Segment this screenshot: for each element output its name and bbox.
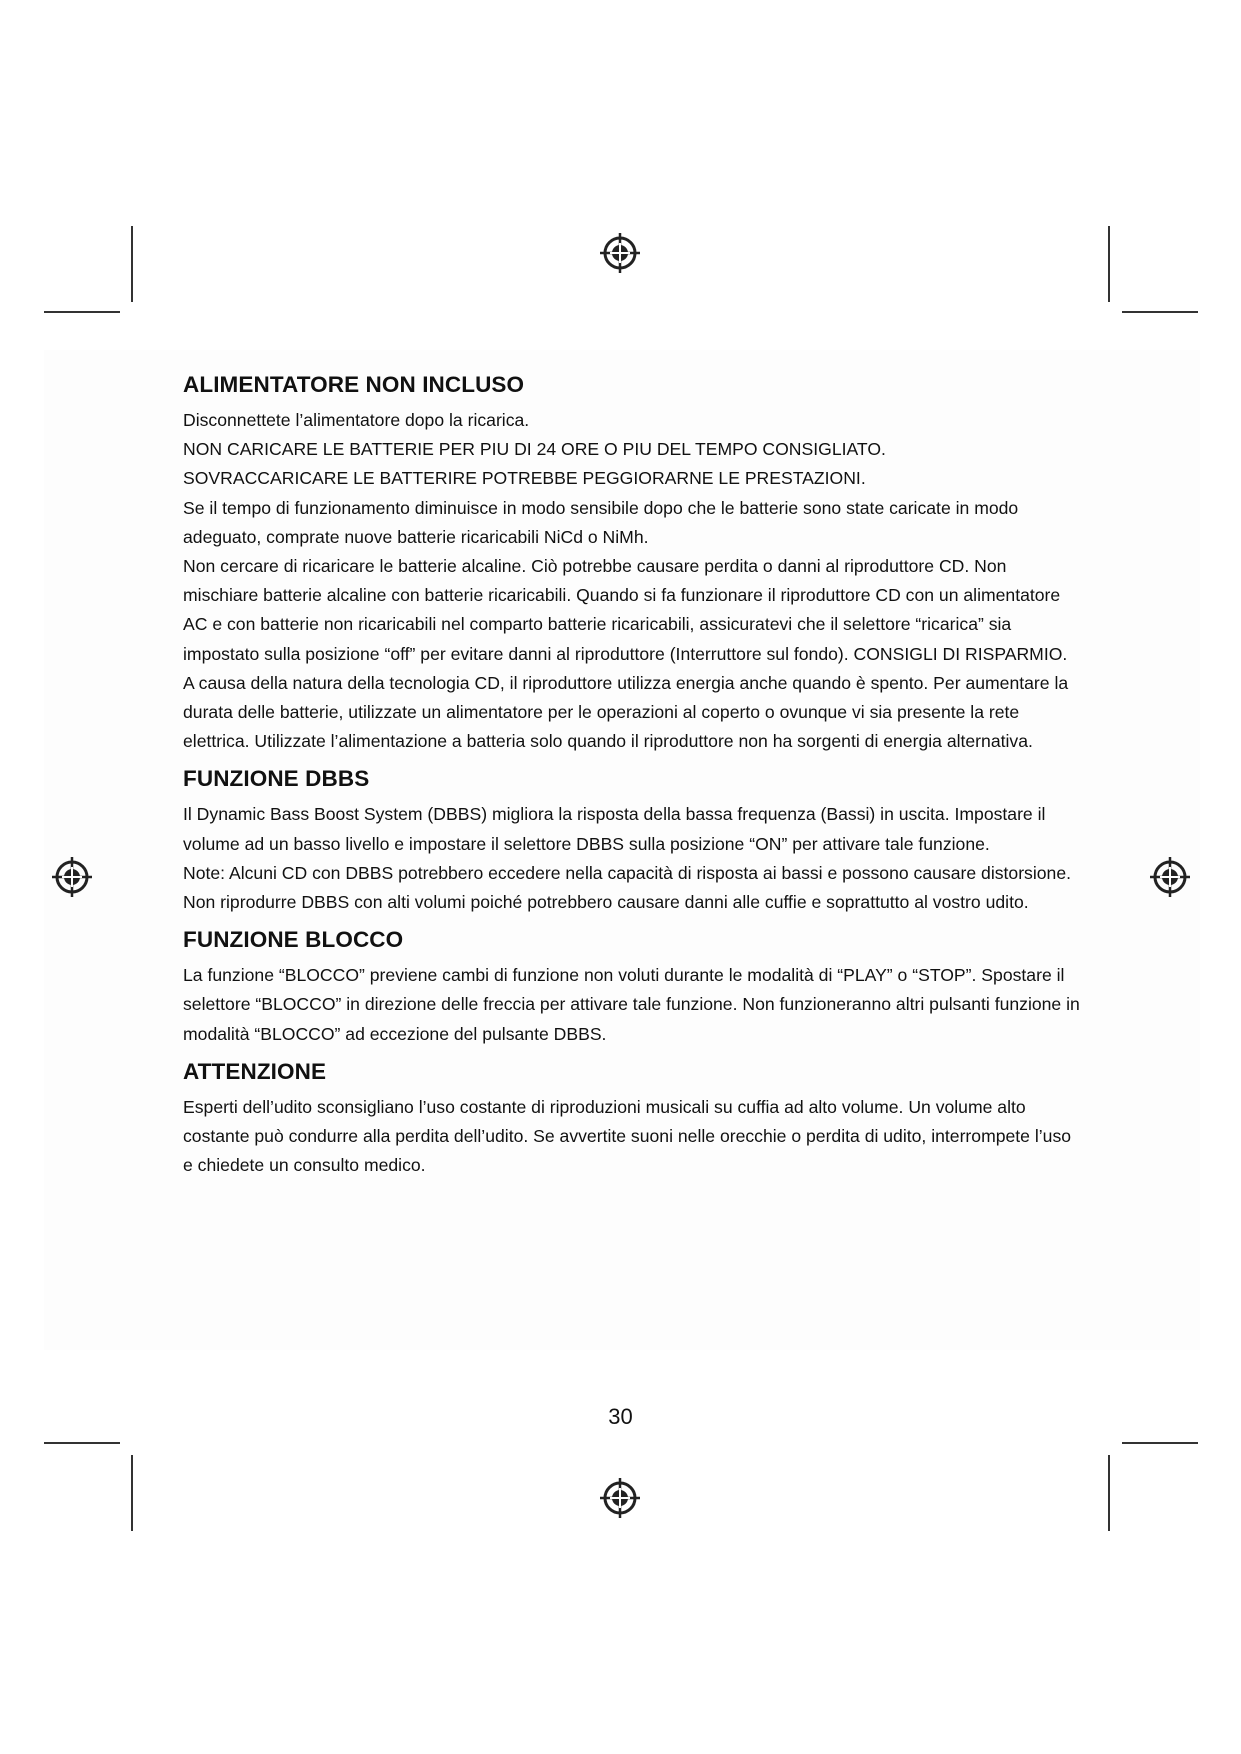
section-title: FUNZIONE DBBS (183, 766, 370, 792)
registration-mark-icon (598, 231, 642, 275)
crop-mark-bottom-right-horizontal (1122, 1442, 1198, 1444)
section-body (183, 406, 1083, 756)
section-alimentatore (183, 372, 1083, 756)
paragraph: Non cercare di ricaricare le batterie alcaline. Ciò potrebbe causare perdita o danni al riproduttore CD. Non mischiare batterie alcaline con batterie ricaricabili. Quando si fa funzionare il riproduttore CD con un alimentatore AC e con batterie non ricaricabili nel comparto batterie ricaricabili, assicuratevi che il selettore “ricarica” sia impostato sulla posizione “off” per evitare danni al riproduttore (Interruttore sul fondo). CONSIGLI DI RISPARMIO. (183, 556, 1068, 664)
crop-mark-bottom-left-vertical (131, 1455, 133, 1531)
paragraph: Il Dynamic Bass Boost System (DBBS) migliora la risposta della bassa frequenza (Bassi) in uscita. Impostare il volume ad un basso livello e impostare il selettore DBBS sulla posizione “ON” per attivare tale funzione. (183, 804, 1046, 854)
paragraph: La funzione “BLOCCO” previene cambi di funzione non voluti durante le modalità di “PLAY” o “STOP”. Spostare il selettore “BLOCCO” in direzione delle freccia per attivare tale funzione. Non funzioneranno altri pulsanti funzione in modalità “BLOCCO” ad eccezione del pulsante DBBS. (183, 965, 1080, 1044)
crop-mark-top-left-horizontal (44, 311, 120, 313)
section-title: ALIMENTATORE NON INCLUSO (183, 372, 525, 397)
section-title: FUNZIONE BLOCCO (183, 927, 404, 953)
section-dbbs (183, 766, 1083, 917)
crop-mark-top-right-vertical (1108, 226, 1110, 302)
page-number: 30 (608, 1404, 633, 1429)
section-body (183, 800, 1083, 917)
section-title: ATTENZIONE (183, 1058, 327, 1084)
section-body (183, 961, 1083, 1049)
crop-mark-bottom-right-vertical (1108, 1455, 1110, 1531)
paragraph: SOVRACCARICARE LE BATTERIRE POTREBBE PEGGIORARNE LE PRESTAZIONI. (183, 468, 866, 489)
paragraph: A causa della natura della tecnologia CD, il riproduttore utilizza energia anche quando è spento. Per aumentare la durata delle batterie, utilizzate un alimentatore per le operazioni al coperto o ovunque vi sia presente la rete elettrica. Utilizzate l’alimentazione a batteria solo quando il riproduttore non ha sorgenti di energia alternativa. (183, 672, 1069, 752)
crop-mark-top-right-horizontal (1122, 311, 1198, 313)
paragraph: Note: Alcuni CD con DBBS potrebbero eccedere nella capacità di risposta ai bassi e possono causare distorsione. Non riprodurre DBBS con alti volumi poiché potrebbero causare danni alle cuffie e soprattutto al vostro udito. (183, 862, 1072, 913)
crop-mark-bottom-left-horizontal (44, 1442, 120, 1444)
section-blocco (183, 927, 1083, 1049)
section-attenzione (183, 1059, 1083, 1181)
registration-mark-icon (1148, 855, 1192, 899)
paragraph: Se il tempo di funzionamento diminuisce in modo sensibile dopo che le batterie sono state caricate in modo adeguato, comprate nuove batterie ricaricabili NiCd o NiMh. (183, 497, 1019, 547)
paragraph: NON CARICARE LE BATTERIE PER PIU DI 24 ORE O PIU DEL TEMPO CONSIGLIATO. (183, 439, 886, 460)
paragraph: Disconnettete l’alimentatore dopo la ricarica. (183, 410, 530, 430)
crop-mark-top-left-vertical (131, 226, 133, 302)
document-content (183, 372, 1083, 1190)
registration-mark-icon (598, 1476, 642, 1520)
paragraph: Esperti dell’udito sconsigliano l’uso costante di riproduzioni musicali su cuffia ad alto volume. Un volume alto costante può condurre alla perdita dell’udito. Se avvertite suoni nelle orecchie o perdita di udito, interrompete l’uso e chiedete un consulto medico. (183, 1096, 1072, 1176)
section-body (183, 1093, 1083, 1181)
registration-mark-icon (50, 855, 94, 899)
